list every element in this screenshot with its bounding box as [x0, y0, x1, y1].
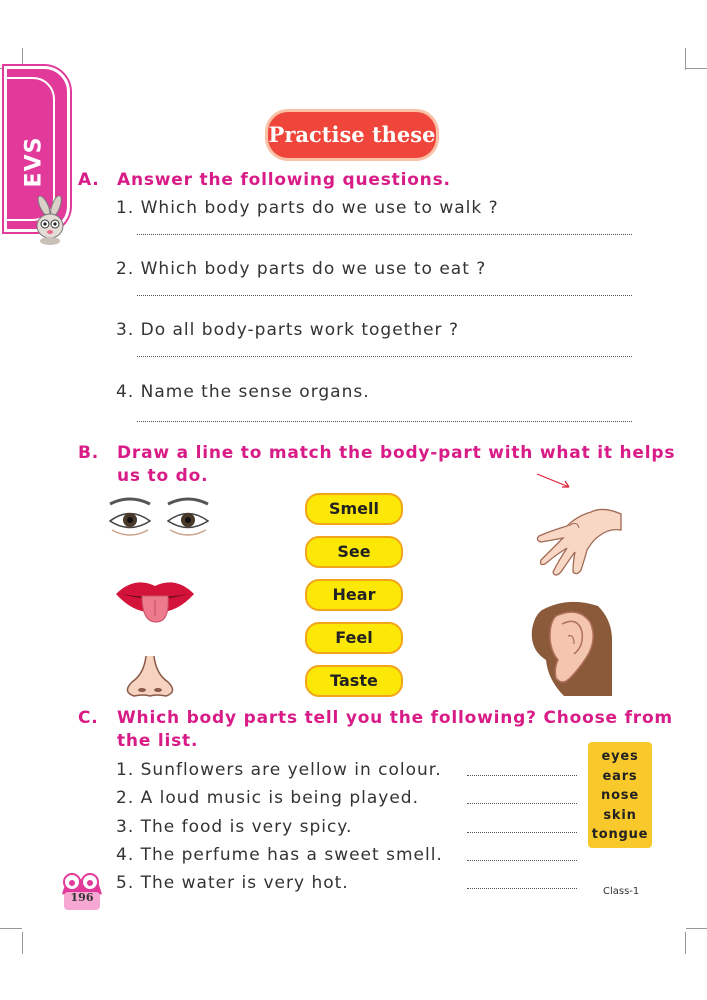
action-pill-hear[interactable]: Hear	[305, 579, 403, 611]
statement-3: 3. The food is very spicy.	[116, 817, 353, 837]
question-4: 4. Name the sense organs.	[116, 382, 370, 402]
answer-line	[137, 421, 632, 422]
practise-title-badge	[268, 112, 436, 158]
statement-2: 2. A loud music is being played.	[116, 788, 419, 808]
statement-4: 4. The perfume has a sweet smell.	[116, 845, 443, 865]
question-3: 3. Do all body-parts work together ?	[116, 320, 459, 340]
eyes-icon	[104, 494, 214, 544]
section-c-heading-line2: the list.	[117, 731, 199, 751]
answer-blank	[467, 888, 577, 889]
hand-icon	[533, 500, 623, 580]
answer-blank	[467, 832, 577, 833]
class-label: Class-1	[603, 886, 640, 897]
word-nose: nose	[601, 788, 639, 804]
answer-line	[137, 295, 632, 296]
word-skin: skin	[603, 807, 637, 823]
mouth-tongue-icon	[112, 574, 198, 626]
section-a-heading: Answer the following questions.	[117, 170, 451, 190]
crop-mark	[685, 48, 686, 70]
question-2: 2. Which body parts do we use to eat ?	[116, 259, 487, 279]
crop-mark	[686, 928, 707, 929]
action-pill-see[interactable]: See	[305, 536, 403, 568]
answer-blank	[467, 803, 577, 804]
action-pill-smell[interactable]: Smell	[305, 493, 403, 525]
word-list-box	[588, 742, 652, 848]
answer-line	[137, 234, 632, 235]
arrow-icon	[535, 472, 575, 492]
statement-5: 5. The water is very hot.	[116, 873, 349, 893]
page-title: Practise these	[268, 122, 436, 147]
section-b-label: B.	[78, 443, 100, 463]
crop-mark	[0, 928, 22, 929]
answer-blank	[467, 775, 577, 776]
question-1: 1. Which body parts do we use to walk ?	[116, 198, 499, 218]
crop-mark	[22, 932, 23, 954]
page-number: 196	[70, 891, 94, 904]
section-b-heading-line1: Draw a line to match the body-part with what it helps	[117, 443, 676, 463]
section-c-heading-line1: Which body parts tell you the following? Choose from	[117, 708, 673, 728]
section-c-label: C.	[78, 708, 99, 728]
crop-mark	[685, 932, 686, 954]
answer-blank	[467, 860, 577, 861]
nose-icon	[120, 654, 180, 700]
section-a-label: A.	[78, 170, 100, 190]
word-eyes: eyes	[601, 749, 639, 764]
section-b-heading-line2: us to do.	[117, 466, 209, 486]
word-tongue: tongue	[591, 827, 649, 843]
word-ears: ears	[602, 768, 638, 784]
bunny-mascot-icon	[28, 196, 74, 246]
action-pill-taste[interactable]: Taste	[305, 665, 403, 697]
ear-icon	[528, 600, 612, 696]
answer-line	[137, 356, 632, 357]
crop-mark	[686, 68, 707, 69]
statement-1: 1. Sunflowers are yellow in colour.	[116, 760, 442, 780]
evs-label: EVS	[21, 136, 47, 188]
action-pill-feel[interactable]: Feel	[305, 622, 403, 654]
page-number-badge	[58, 870, 106, 914]
